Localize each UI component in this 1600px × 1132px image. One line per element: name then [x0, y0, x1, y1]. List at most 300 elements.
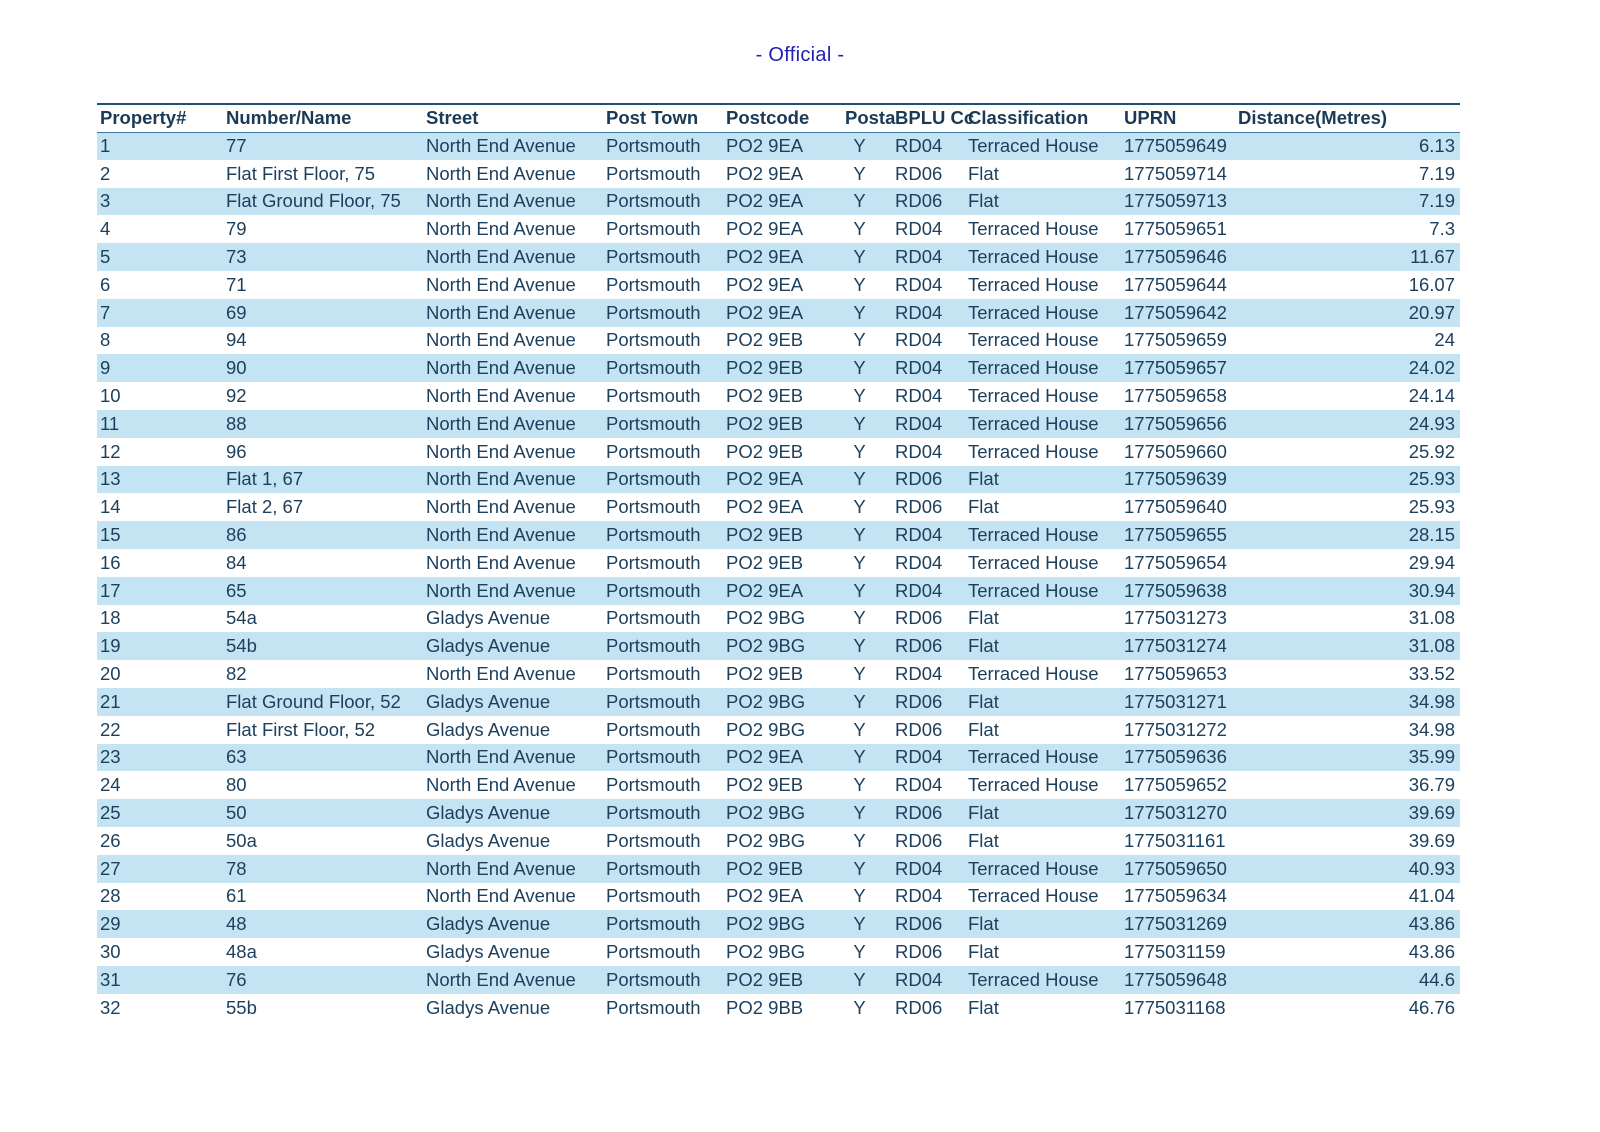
table-row: [97, 660, 1460, 688]
cell-number-name: 84: [226, 551, 247, 573]
cell-bplu-code: RD06: [895, 468, 943, 490]
cell-number-name: 48a: [226, 941, 257, 962]
cell-distance: 35.99: [1408, 746, 1455, 768]
cell-street: North End Avenue: [426, 746, 576, 768]
cell-bplu-code: RD06: [895, 162, 943, 184]
cell-distance: 41.04: [1408, 885, 1455, 907]
cell-number-name: 73: [226, 246, 247, 268]
cell-number-name: 48: [226, 913, 247, 935]
cell-property-number: 19: [100, 635, 121, 657]
cell-uprn: 1775031168: [1124, 996, 1226, 1018]
cell-post-town: Portsmouth: [606, 718, 701, 740]
cell-post-town: Portsmouth: [606, 968, 701, 990]
cell-uprn: 1775059646: [1124, 246, 1227, 268]
col-header-postal: Posta: [845, 107, 896, 129]
cell-classification: Flat: [968, 607, 999, 629]
cell-property-number: 18: [100, 607, 121, 629]
cell-classification: Flat: [968, 162, 999, 184]
cell-postal: Y: [853, 857, 866, 879]
cell-bplu-code: RD06: [895, 913, 943, 935]
cell-uprn: 1775059656: [1124, 412, 1227, 434]
table-row: [97, 271, 1460, 299]
table-row: [97, 966, 1460, 994]
cell-distance: 20.97: [1408, 301, 1455, 323]
col-header-number-name: Number/Name: [226, 107, 352, 129]
cell-distance: 34.98: [1408, 690, 1455, 712]
cell-uprn: 1775059713: [1124, 190, 1227, 212]
cell-bplu-code: RD06: [895, 690, 943, 712]
cell-postcode: PO2 9EB: [726, 524, 804, 546]
cell-property-number: 22: [100, 718, 121, 740]
cell-postal: Y: [853, 690, 866, 712]
cell-postal: Y: [853, 524, 866, 546]
cell-number-name: Flat Ground Floor, 52: [226, 690, 401, 712]
cell-distance: 29.94: [1408, 551, 1455, 573]
cell-uprn: 1775059642: [1124, 301, 1227, 323]
cell-postal: Y: [853, 968, 866, 990]
cell-postal: Y: [853, 829, 866, 851]
cell-classification: Flat: [968, 829, 999, 851]
cell-postcode: PO2 9EB: [726, 440, 804, 462]
cell-classification: Flat: [968, 496, 999, 518]
cell-property-number: 25: [100, 802, 121, 824]
cell-number-name: 78: [226, 857, 247, 879]
cell-street: North End Avenue: [426, 162, 576, 184]
cell-postcode: PO2 9EB: [726, 551, 804, 573]
cell-bplu-code: RD06: [895, 607, 943, 629]
cell-street: North End Avenue: [426, 551, 576, 573]
cell-property-number: 10: [100, 385, 121, 407]
cell-post-town: Portsmouth: [606, 246, 701, 268]
cell-property-number: 24: [100, 774, 121, 796]
cell-postcode: PO2 9BG: [726, 635, 806, 657]
cell-property-number: 8: [100, 329, 111, 351]
cell-street: North End Avenue: [426, 218, 576, 240]
table-row: [97, 493, 1460, 521]
cell-number-name: 61: [226, 885, 247, 907]
cell-post-town: Portsmouth: [606, 690, 701, 712]
cell-distance: 43.86: [1408, 913, 1455, 935]
cell-postcode: PO2 9EA: [726, 273, 804, 295]
cell-postal: Y: [853, 885, 866, 907]
cell-classification: Flat: [968, 718, 999, 740]
cell-property-number: 30: [100, 941, 121, 962]
cell-postcode: PO2 9EA: [726, 246, 804, 268]
cell-post-town: Portsmouth: [606, 857, 701, 879]
cell-street: North End Avenue: [426, 385, 576, 407]
cell-uprn: 1775059654: [1124, 551, 1227, 573]
cell-postal: Y: [853, 746, 866, 768]
cell-number-name: 88: [226, 412, 247, 434]
cell-classification: Terraced House: [968, 857, 1099, 879]
cell-uprn: 1775059634: [1124, 885, 1227, 907]
cell-bplu-code: RD04: [895, 385, 943, 407]
cell-distance: 34.98: [1408, 718, 1455, 740]
table-row: [97, 410, 1460, 438]
cell-street: North End Avenue: [426, 329, 576, 351]
cell-number-name: Flat 1, 67: [226, 468, 304, 490]
cell-postal: Y: [853, 774, 866, 796]
cell-classification: Terraced House: [968, 357, 1099, 379]
cell-property-number: 29: [100, 913, 121, 935]
cell-post-town: Portsmouth: [606, 524, 701, 546]
cell-property-number: 31: [100, 968, 121, 990]
cell-distance: 31.08: [1408, 635, 1455, 657]
cell-post-town: Portsmouth: [606, 412, 701, 434]
cell-distance: 24.93: [1408, 412, 1455, 434]
cell-uprn: 1775059653: [1124, 663, 1227, 685]
cell-bplu-code: RD04: [895, 524, 943, 546]
cell-classification: Flat: [968, 941, 999, 962]
cell-distance: 7.19: [1418, 190, 1455, 212]
cell-street: North End Avenue: [426, 246, 576, 268]
cell-classification: Terraced House: [968, 968, 1099, 990]
cell-street: North End Avenue: [426, 440, 576, 462]
cell-uprn: 1775059649: [1124, 135, 1227, 157]
cell-postal: Y: [853, 802, 866, 824]
table-row: [97, 577, 1460, 605]
cell-distance: 6.13: [1418, 135, 1455, 157]
cell-classification: Terraced House: [968, 746, 1099, 768]
table-row: [97, 354, 1460, 382]
cell-number-name: 80: [226, 774, 247, 796]
cell-classification: Flat: [968, 996, 999, 1018]
cell-street: North End Avenue: [426, 524, 576, 546]
cell-postal: Y: [853, 663, 866, 685]
cell-number-name: 90: [226, 357, 247, 379]
cell-postcode: PO2 9BG: [726, 690, 806, 712]
cell-postal: Y: [853, 496, 866, 518]
cell-post-town: Portsmouth: [606, 329, 701, 351]
cell-postcode: PO2 9EA: [726, 218, 804, 240]
col-header-post-town: Post Town: [606, 107, 699, 129]
table-row: [97, 855, 1460, 883]
col-header-distance: Distance(Metres): [1238, 107, 1388, 129]
cell-street: Gladys Avenue: [426, 829, 551, 851]
cell-classification: Flat: [968, 468, 999, 490]
cell-post-town: Portsmouth: [606, 135, 701, 157]
header-row: [97, 104, 1460, 132]
cell-street: North End Avenue: [426, 135, 576, 157]
table-row: [97, 160, 1460, 188]
cell-classification: Terraced House: [968, 273, 1099, 295]
cell-uprn: 1775031272: [1124, 718, 1227, 740]
col-header-postcode: Postcode: [726, 107, 810, 129]
cell-distance: 16.07: [1408, 273, 1455, 295]
table-row: [97, 215, 1460, 243]
cell-post-town: Portsmouth: [606, 190, 701, 212]
cell-street: North End Avenue: [426, 468, 576, 490]
cell-distance: 7.3: [1429, 218, 1455, 240]
cell-bplu-code: RD06: [895, 941, 943, 962]
cell-classification: Terraced House: [968, 301, 1099, 323]
cell-uprn: 1775059651: [1124, 218, 1227, 240]
cell-classification: Flat: [968, 690, 999, 712]
cell-uprn: 1775059644: [1124, 273, 1227, 295]
cell-post-town: Portsmouth: [606, 357, 701, 379]
cell-property-number: 7: [100, 301, 111, 323]
cell-postcode: PO2 9BG: [726, 913, 806, 935]
cell-post-town: Portsmouth: [606, 941, 701, 962]
cell-classification: Flat: [968, 913, 999, 935]
cell-uprn: 1775059659: [1124, 329, 1227, 351]
cell-distance: 7.19: [1418, 162, 1455, 184]
cell-postal: Y: [853, 135, 866, 157]
cell-bplu-code: RD06: [895, 718, 943, 740]
cell-distance: 25.93: [1408, 496, 1455, 518]
cell-postal: Y: [853, 385, 866, 407]
table-row: [97, 299, 1460, 327]
cell-post-town: Portsmouth: [606, 746, 701, 768]
cell-distance: 25.92: [1408, 440, 1455, 462]
cell-property-number: 5: [100, 246, 111, 268]
cell-property-number: 27: [100, 857, 121, 879]
cell-number-name: 92: [226, 385, 247, 407]
table-row: [97, 744, 1460, 772]
cell-distance: 30.94: [1408, 579, 1455, 601]
cell-post-town: Portsmouth: [606, 301, 701, 323]
cell-uprn: 1775059639: [1124, 468, 1227, 490]
cell-street: North End Avenue: [426, 273, 576, 295]
cell-property-number: 17: [100, 579, 121, 601]
cell-property-number: 6: [100, 273, 111, 295]
cell-bplu-code: RD04: [895, 774, 943, 796]
cell-postcode: PO2 9BG: [726, 607, 806, 629]
cell-postcode: PO2 9BG: [726, 802, 806, 824]
cell-number-name: 50: [226, 802, 247, 824]
cell-classification: Terraced House: [968, 440, 1099, 462]
cell-property-number: 23: [100, 746, 121, 768]
cell-uprn: 1775059650: [1124, 857, 1227, 879]
cell-property-number: 13: [100, 468, 121, 490]
table-row: [97, 243, 1460, 271]
table-row: [97, 716, 1460, 744]
cell-postal: Y: [853, 412, 866, 434]
cell-postcode: PO2 9BG: [726, 829, 806, 851]
cell-postcode: PO2 9EB: [726, 412, 804, 434]
cell-classification: Terraced House: [968, 135, 1099, 157]
cell-number-name: 76: [226, 968, 247, 990]
cell-post-town: Portsmouth: [606, 468, 701, 490]
cell-property-number: 14: [100, 496, 121, 518]
cell-distance: 28.15: [1408, 524, 1455, 546]
col-header-property-number: Property#: [100, 107, 187, 129]
cell-postcode: PO2 9EB: [726, 968, 804, 990]
cell-property-number: 3: [100, 190, 111, 212]
cell-number-name: 86: [226, 524, 247, 546]
cell-street: North End Avenue: [426, 412, 576, 434]
cell-number-name: 71: [226, 273, 247, 295]
cell-number-name: 69: [226, 301, 247, 323]
cell-post-town: Portsmouth: [606, 885, 701, 907]
cell-number-name: 50a: [226, 829, 257, 851]
cell-number-name: 63: [226, 746, 247, 768]
cell-postal: Y: [853, 273, 866, 295]
cell-number-name: 55b: [226, 996, 257, 1018]
cell-property-number: 15: [100, 524, 121, 546]
cell-post-town: Portsmouth: [606, 551, 701, 573]
cell-uprn: 1775031270: [1124, 802, 1227, 824]
cell-bplu-code: RD04: [895, 968, 943, 990]
cell-distance: 43.86: [1408, 941, 1455, 962]
cell-post-town: Portsmouth: [606, 162, 701, 184]
cell-street: North End Avenue: [426, 357, 576, 379]
cell-postal: Y: [853, 941, 866, 962]
cell-postal: Y: [853, 357, 866, 379]
table-row: [97, 438, 1460, 466]
cell-postcode: PO2 9EA: [726, 496, 804, 518]
cell-street: North End Avenue: [426, 190, 576, 212]
cell-number-name: 77: [226, 135, 247, 157]
cell-classification: Terraced House: [968, 885, 1099, 907]
table-row: [97, 549, 1460, 577]
cell-distance: 24: [1434, 329, 1455, 351]
cell-distance: 24.14: [1408, 385, 1455, 407]
cell-postal: Y: [853, 218, 866, 240]
cell-uprn: 1775031159: [1124, 941, 1226, 962]
table-row: [97, 327, 1460, 355]
cell-postcode: PO2 9EA: [726, 579, 804, 601]
cell-postcode: PO2 9EB: [726, 329, 804, 351]
table-row: [97, 771, 1460, 799]
cell-postcode: PO2 9EA: [726, 746, 804, 768]
cell-bplu-code: RD04: [895, 551, 943, 573]
cell-property-number: 16: [100, 551, 121, 573]
cell-property-number: 9: [100, 357, 111, 379]
cell-number-name: 54a: [226, 607, 257, 629]
cell-uprn: 1775059638: [1124, 579, 1227, 601]
table-row: [97, 632, 1460, 660]
table-body: [97, 132, 1460, 1022]
cell-street: North End Avenue: [426, 857, 576, 879]
cell-post-town: Portsmouth: [606, 579, 701, 601]
cell-number-name: Flat First Floor, 75: [226, 162, 376, 184]
cell-property-number: 21: [100, 690, 121, 712]
cell-bplu-code: RD04: [895, 663, 943, 685]
cell-street: Gladys Avenue: [426, 718, 551, 740]
cell-bplu-code: RD04: [895, 885, 943, 907]
table-row: [97, 910, 1460, 938]
cell-classification: Terraced House: [968, 385, 1099, 407]
cell-classification: Flat: [968, 190, 999, 212]
cell-distance: 39.69: [1408, 802, 1455, 824]
cell-bplu-code: RD04: [895, 440, 943, 462]
cell-number-name: 96: [226, 440, 247, 462]
cell-bplu-code: RD06: [895, 190, 943, 212]
cell-street: North End Avenue: [426, 496, 576, 518]
cell-classification: Terraced House: [968, 551, 1099, 573]
cell-post-town: Portsmouth: [606, 913, 701, 935]
cell-classification: Terraced House: [968, 579, 1099, 601]
cell-street: Gladys Avenue: [426, 996, 551, 1018]
cell-number-name: 79: [226, 218, 247, 240]
cell-property-number: 26: [100, 829, 121, 851]
cell-postal: Y: [853, 551, 866, 573]
cell-post-town: Portsmouth: [606, 385, 701, 407]
cell-bplu-code: RD04: [895, 357, 943, 379]
col-header-classification: Classification: [968, 107, 1089, 129]
table-row: [97, 688, 1460, 716]
cell-postal: Y: [853, 246, 866, 268]
cell-number-name: 82: [226, 663, 247, 685]
cell-bplu-code: RD06: [895, 802, 943, 824]
cell-bplu-code: RD04: [895, 301, 943, 323]
cell-distance: 24.02: [1408, 357, 1455, 379]
cell-postcode: PO2 9EB: [726, 385, 804, 407]
cell-bplu-code: RD04: [895, 218, 943, 240]
table-row: [97, 994, 1460, 1022]
cell-property-number: 12: [100, 440, 121, 462]
cell-postcode: PO2 9BG: [726, 941, 806, 962]
cell-postal: Y: [853, 718, 866, 740]
property-table: [97, 103, 1460, 1022]
table-row: [97, 827, 1460, 855]
table-row: [97, 188, 1460, 216]
cell-property-number: 11: [100, 412, 120, 434]
cell-bplu-code: RD04: [895, 246, 943, 268]
cell-classification: Terraced House: [968, 774, 1099, 796]
cell-postal: Y: [853, 913, 866, 935]
cell-property-number: 1: [100, 135, 111, 157]
cell-bplu-code: RD06: [895, 829, 943, 851]
cell-post-town: Portsmouth: [606, 802, 701, 824]
cell-uprn: 1775031274: [1124, 635, 1227, 657]
cell-street: North End Avenue: [426, 885, 576, 907]
cell-classification: Flat: [968, 802, 999, 824]
cell-uprn: 1775031269: [1124, 913, 1227, 935]
table-row: [97, 938, 1460, 966]
cell-street: Gladys Avenue: [426, 635, 551, 657]
cell-post-town: Portsmouth: [606, 496, 701, 518]
cell-bplu-code: RD04: [895, 412, 943, 434]
cell-street: Gladys Avenue: [426, 690, 551, 712]
cell-postcode: PO2 9BG: [726, 718, 806, 740]
cell-distance: 11.67: [1410, 246, 1455, 268]
cell-number-name: Flat 2, 67: [226, 496, 304, 518]
cell-classification: Terraced House: [968, 246, 1099, 268]
cell-postcode: PO2 9EB: [726, 357, 804, 379]
cell-street: Gladys Avenue: [426, 941, 551, 962]
cell-street: Gladys Avenue: [426, 607, 551, 629]
cell-postcode: PO2 9EA: [726, 301, 804, 323]
cell-street: North End Avenue: [426, 663, 576, 685]
cell-bplu-code: RD04: [895, 746, 943, 768]
cell-street: North End Avenue: [426, 579, 576, 601]
cell-bplu-code: RD04: [895, 579, 943, 601]
cell-postcode: PO2 9EB: [726, 774, 804, 796]
cell-uprn: 1775059714: [1124, 162, 1227, 184]
cell-property-number: 4: [100, 218, 111, 240]
cell-postal: Y: [853, 162, 866, 184]
cell-bplu-code: RD06: [895, 635, 943, 657]
cell-bplu-code: RD06: [895, 496, 943, 518]
cell-distance: 31.08: [1408, 607, 1455, 629]
cell-uprn: 1775059655: [1124, 524, 1227, 546]
cell-post-town: Portsmouth: [606, 829, 701, 851]
cell-postal: Y: [853, 301, 866, 323]
cell-postal: Y: [853, 468, 866, 490]
cell-postal: Y: [853, 635, 866, 657]
table-row: [97, 883, 1460, 911]
cell-distance: 39.69: [1408, 829, 1455, 851]
table-row: [97, 605, 1460, 633]
cell-post-town: Portsmouth: [606, 218, 701, 240]
cell-postal: Y: [853, 329, 866, 351]
cell-distance: 33.52: [1408, 663, 1455, 685]
cell-classification: Terraced House: [968, 329, 1099, 351]
cell-street: North End Avenue: [426, 774, 576, 796]
table-row: [97, 466, 1460, 494]
